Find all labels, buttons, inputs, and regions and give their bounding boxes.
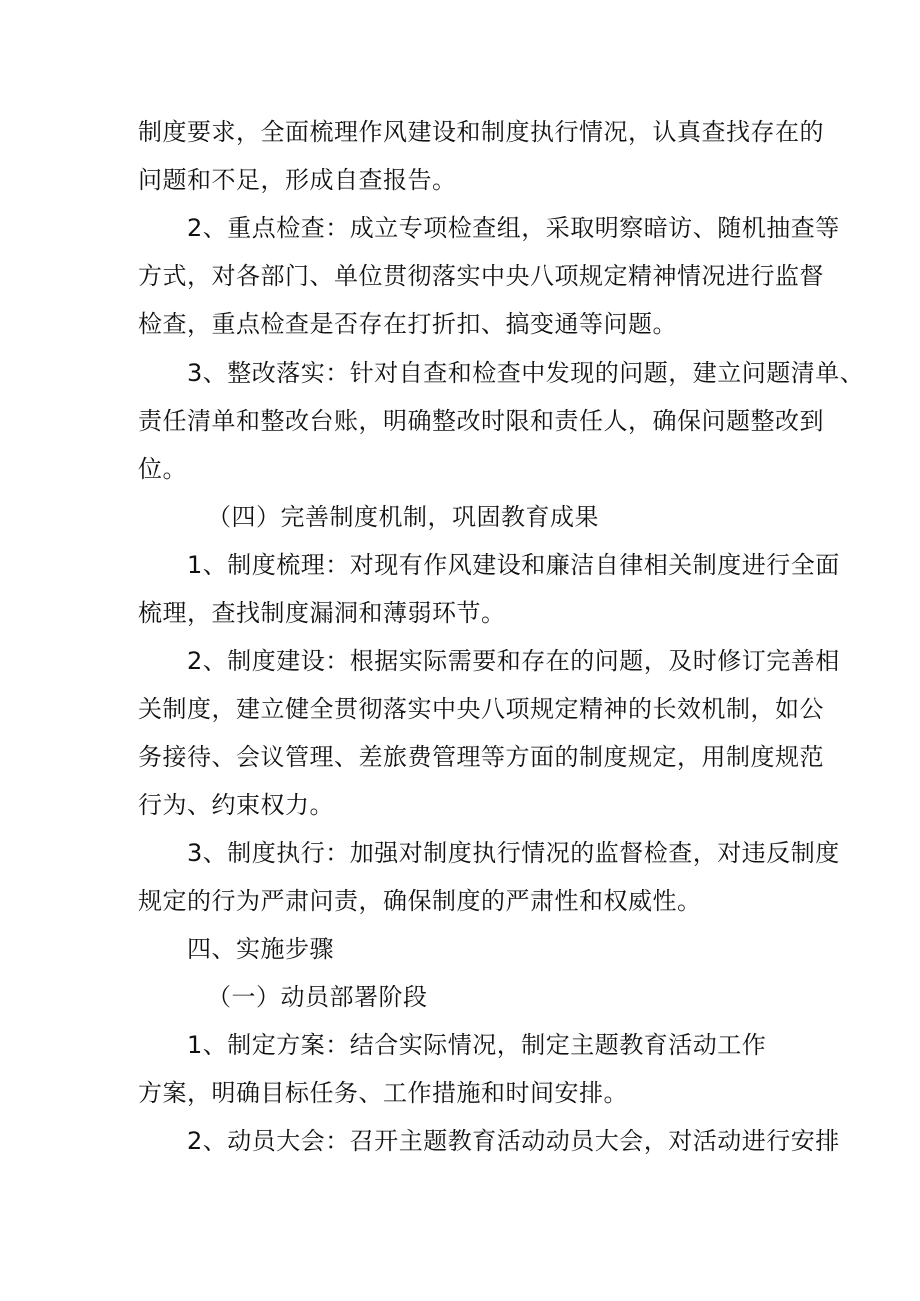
body-text-line: 行为、约束权力。 xyxy=(138,791,334,819)
body-text-line: 检查，重点检查是否存在打折扣、搞变通等问题。 xyxy=(138,310,677,338)
body-text-line: 梳理，查找制度漏洞和薄弱环节。 xyxy=(138,599,506,627)
body-text-line: 3、整改落实：针对自查和检查中发现的问题，建立问题清单、 xyxy=(187,359,865,387)
body-text-line: 责任清单和整改台账，明确整改时限和责任人，确保问题整改到 xyxy=(138,407,824,435)
section-heading: （一）动员部署阶段 xyxy=(207,983,428,1011)
body-text-line: 2、动员大会：召开主题教育活动动员大会，对活动进行安排 xyxy=(187,1127,840,1155)
section-heading: 四、实施步骤 xyxy=(187,935,334,963)
section-heading: （四）完善制度机制，巩固教育成果 xyxy=(207,503,599,531)
body-text-line: 2、重点检查：成立专项检查组，采取明察暗访、随机抽查等 xyxy=(187,214,840,242)
body-text-line: 3、制度执行：加强对制度执行情况的监督检查，对违反制度 xyxy=(187,839,840,867)
body-text-line: 2、制度建设：根据实际需要和存在的问题，及时修订完善相 xyxy=(187,647,840,675)
body-text-line: 1、制定方案：结合实际情况，制定主题教育活动工作 xyxy=(187,1031,767,1059)
body-text-line: 规定的行为严肃问责，确保制度的严肃性和权威性。 xyxy=(138,887,702,915)
body-text-line: 1、制度梳理：对现有作风建设和廉洁自律相关制度进行全面 xyxy=(187,551,840,579)
body-text-line: 制度要求，全面梳理作风建设和制度执行情况，认真查找存在的 xyxy=(138,118,824,146)
body-text-line: 方案，明确目标任务、工作措施和时间安排。 xyxy=(138,1079,628,1107)
body-text-line: 问题和不足，形成自查报告。 xyxy=(138,166,457,194)
body-text-line: 关制度，建立健全贯彻落实中央八项规定精神的长效机制，如公 xyxy=(138,695,824,723)
body-text-line: 方式，对各部门、单位贯彻落实中央八项规定精神情况进行监督 xyxy=(138,262,824,290)
body-text-line: 位。 xyxy=(138,455,187,483)
body-text-line: 务接待、会议管理、差旅费管理等方面的制度规定，用制度规范 xyxy=(138,743,824,771)
